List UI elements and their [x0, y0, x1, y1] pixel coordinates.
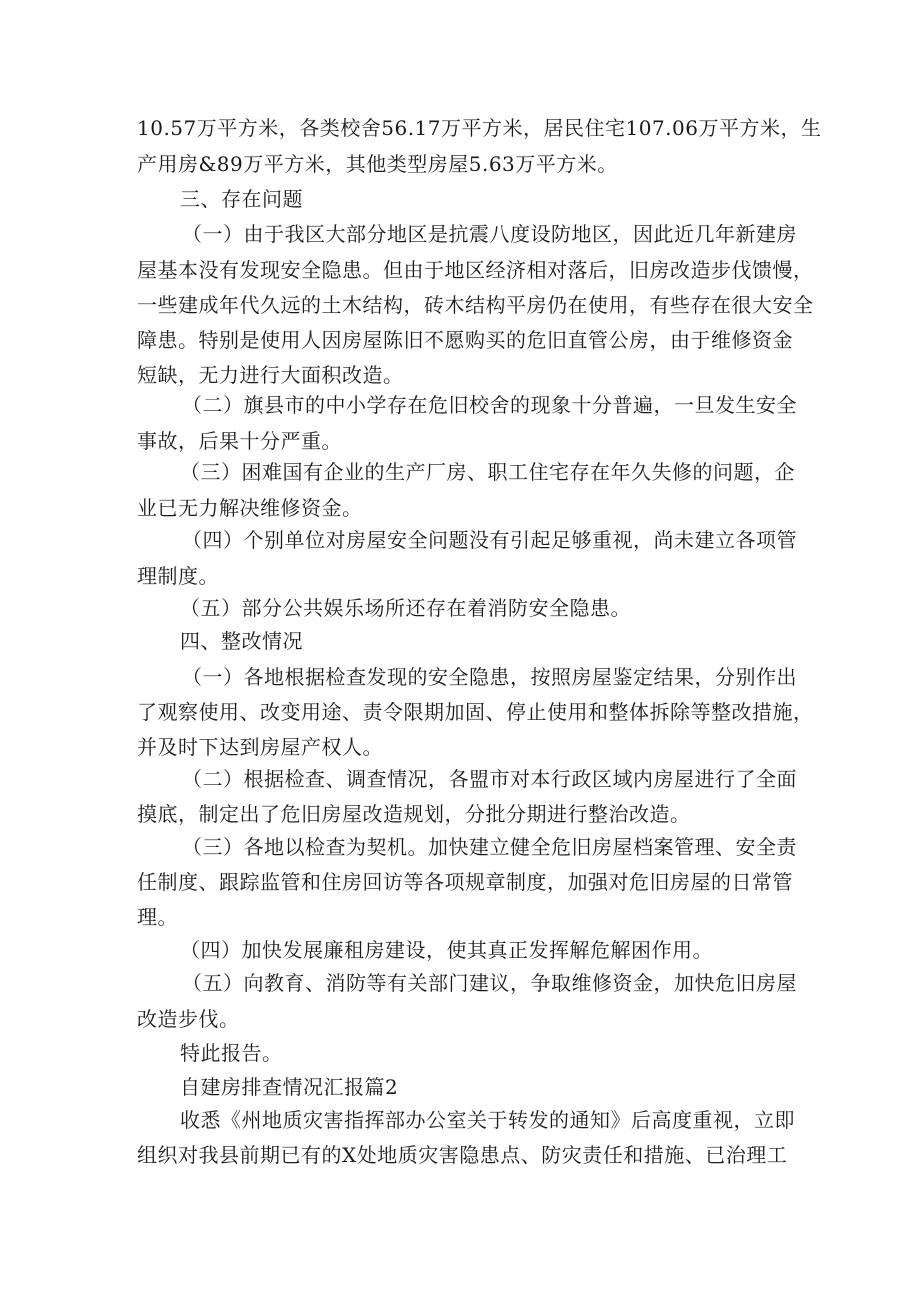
- paragraph-line: 并及时下达到房屋产权人。: [137, 735, 383, 759]
- paragraph-line: 理。: [137, 905, 178, 929]
- paragraph-line: 理制度。: [137, 564, 219, 588]
- paragraph-line: 特此报告。: [180, 1041, 283, 1065]
- paragraph-line: （二）根据检查、调查情况，各盟市对本行政区域内房屋进行了全面: [182, 767, 797, 791]
- paragraph-line: （五）向教育、消防等有关部门建议，争取维修资金，加快危旧房屋: [182, 971, 797, 995]
- paragraph-line: 短缺，无力进行大面积改造。: [137, 363, 404, 387]
- section-heading: 四、整改情况: [180, 629, 303, 653]
- paragraph-line: 事故，后果十分严重。: [137, 429, 342, 453]
- paragraph-line: 组织对我县前期已有的X处地质灾害隐患点、防灾责任和措施、已治理工: [137, 1143, 788, 1167]
- section-heading: 三、存在问题: [180, 187, 303, 211]
- paragraph-line: 收悉《州地质灾害指挥部办公室关于转发的通知》后高度重视，立即: [180, 1108, 795, 1132]
- article-title: 自建房排查情况汇报篇2: [180, 1075, 399, 1099]
- paragraph-line: 任制度、跟踪监管和住房回访等各项规章制度，加强对危旧房屋的日常管: [137, 870, 793, 894]
- paragraph-line: 摸底，制定出了危旧房屋改造规划，分批分期进行整治改造。: [137, 802, 691, 826]
- paragraph-line: 产用房&89万平方米，其他类型房屋5.63万平方米。: [137, 152, 618, 176]
- paragraph-line: 业已无力解决维修资金。: [137, 496, 363, 520]
- paragraph-line: 10.57万平方米，各类校舍56.17万平方米，居民住宅107.06万平方米，生: [137, 116, 822, 140]
- paragraph-line: 一些建成年代久远的土木结构，砖木结构平房仍在使用，有些存在很大安全: [137, 293, 814, 317]
- paragraph-line: 障患。特别是使用人因房屋陈旧不愿购买的危旧直管公房，由于维修资金: [137, 328, 793, 352]
- paragraph-line: 了观察使用、改变用途、责令限期加固、停止使用和整体拆除等整改措施，: [137, 700, 814, 724]
- paragraph-line: （一）由于我区大部分地区是抗震八度设防地区，因此近几年新建房: [182, 222, 797, 246]
- paragraph-line: （三）困难国有企业的生产厂房、职工住宅存在年久失修的问题，企: [180, 460, 795, 484]
- paragraph-line: （五）部分公共娱乐场所还存在着消防安全隐患。: [180, 596, 631, 620]
- paragraph-line: 屋基本没有发现安全隐患。但由于地区经济相对落后，旧房改造步伐馈慢，: [137, 258, 814, 282]
- paragraph-line: （三）各地以检查为契机。加快建立健全危旧房屋档案管理、安全责: [182, 835, 797, 859]
- paragraph-line: （二）旗县市的中小学存在危旧校舍的现象十分普遍，一旦发生安全: [182, 393, 797, 417]
- paragraph-line: 改造步伐。: [137, 1007, 240, 1031]
- paragraph-line: （一）各地根据检查发现的安全隐患，按照房屋鉴定结果，分别作出: [182, 665, 797, 689]
- paragraph-line: （四）加快发展廉租房建设，使其真正发挥解危解困作用。: [180, 938, 713, 962]
- paragraph-line: （四）个别单位对房屋安全问题没有引起足够重视，尚未建立各项管: [182, 528, 797, 552]
